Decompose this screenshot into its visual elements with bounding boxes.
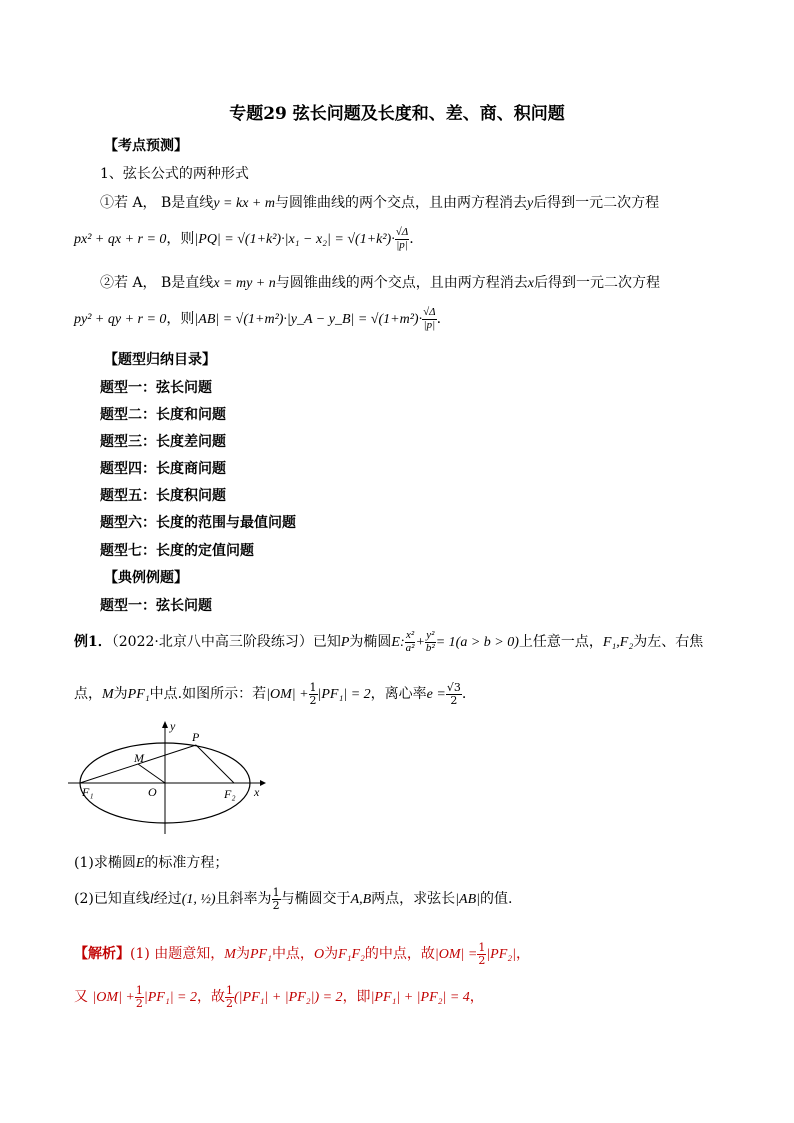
section-header-kaodian: 【考点预测】 — [104, 138, 188, 154]
example1-line2: 点，M为PF₁中点.如图所示：若|OM| + $\frac{1}{2}$ |PF₁| = 2，离心率e = $\frac{√3}{2}$ . — [74, 681, 467, 707]
label-o: O — [148, 785, 157, 799]
label-f2: F₂ — [224, 787, 236, 801]
section-header-dianli: 【典例例题】 — [104, 570, 188, 586]
question-2: (2)已知直线l经过(1, ½)且斜率为 $\frac{1}{2}$ 与椭圆交于A,B两点，求弦长|AB|的值. — [74, 886, 513, 912]
x-axis-arrow — [260, 780, 266, 786]
toc-item-1: 题型一：弦长问题 — [100, 380, 212, 396]
label-m: M — [134, 751, 144, 765]
example1-line1: 例1．（2022·北京八中高三阶段练习）已知P为椭圆E: $\frac{\text{x²}}{\text{a²}}$ + $\frac{\text{y²}}{\text{b²}}$ = 1(a > b > 0)上任意一点，F₁,F₂为左、右焦 — [74, 629, 704, 654]
label-f1: F₁ — [82, 785, 94, 799]
label-p: P — [192, 730, 200, 744]
case1-line: ①若 A， B是直线y = kx + m与圆锥曲线的两个交点，且由两方程消去y后得到一元二次方程 — [100, 195, 660, 211]
solution-tag: 【解析】 — [74, 946, 130, 963]
toc-item-2: 题型二：长度和问题 — [100, 407, 226, 423]
example-section-title: 题型一：弦长问题 — [100, 598, 212, 614]
y-axis-arrow — [162, 721, 168, 728]
ellipse-figure — [68, 718, 268, 836]
segment-om — [138, 764, 165, 783]
solution-line1: 【解析】(1) 由题意知，M为PF₁中点，O为F₁F₂的中点，故|OM| = $\frac{1}{2}$ |PF₂|， — [74, 941, 530, 967]
case1-formula-line: px² + qx + r = 0，则|PQ| = √(1+k²)·|x₁ − x₂| = √(1+k²)· $\frac{√\Delta}{|p|}$ . — [74, 226, 414, 251]
label-x: x — [254, 785, 260, 799]
case2-line: ②若 A， B是直线x = my + n与圆锥曲线的两个交点，且由两方程消去x后得到一元二次方程 — [100, 275, 660, 291]
toc-item-5: 题型五：长度积问题 — [100, 488, 226, 504]
question-1: (1)求椭圆E的标准方程； — [74, 855, 229, 871]
section-header-mulu: 【题型归纳目录】 — [104, 352, 216, 368]
toc-item-3: 题型三：长度差问题 — [100, 434, 226, 450]
toc-item-7: 题型七：长度的定值问题 — [100, 543, 254, 559]
page-title: 专题29 弦长问题及长度和、差、商、积问题 — [229, 104, 565, 124]
toc-item-6: 题型六：长度的范围与最值问题 — [100, 515, 296, 531]
solution-line2: 又 |OM| + $\frac{1}{2}$ |PF₁| = 2，故 $\frac{1}{2}$ (|PF₁| + |PF₂|) = 2，即|PF₁| + |PF₂| = 4， — [74, 984, 484, 1010]
label-y: y — [170, 719, 176, 733]
formula-heading: 1、弦长公式的两种形式 — [100, 166, 249, 182]
toc-item-4: 题型四：长度商问题 — [100, 461, 226, 477]
case2-formula-line: py² + qy + r = 0，则|AB| = √(1+m²)·|y_A − y_B| = √(1+m²)· $\frac{√\Delta}{|p|}$ . — [74, 306, 442, 331]
